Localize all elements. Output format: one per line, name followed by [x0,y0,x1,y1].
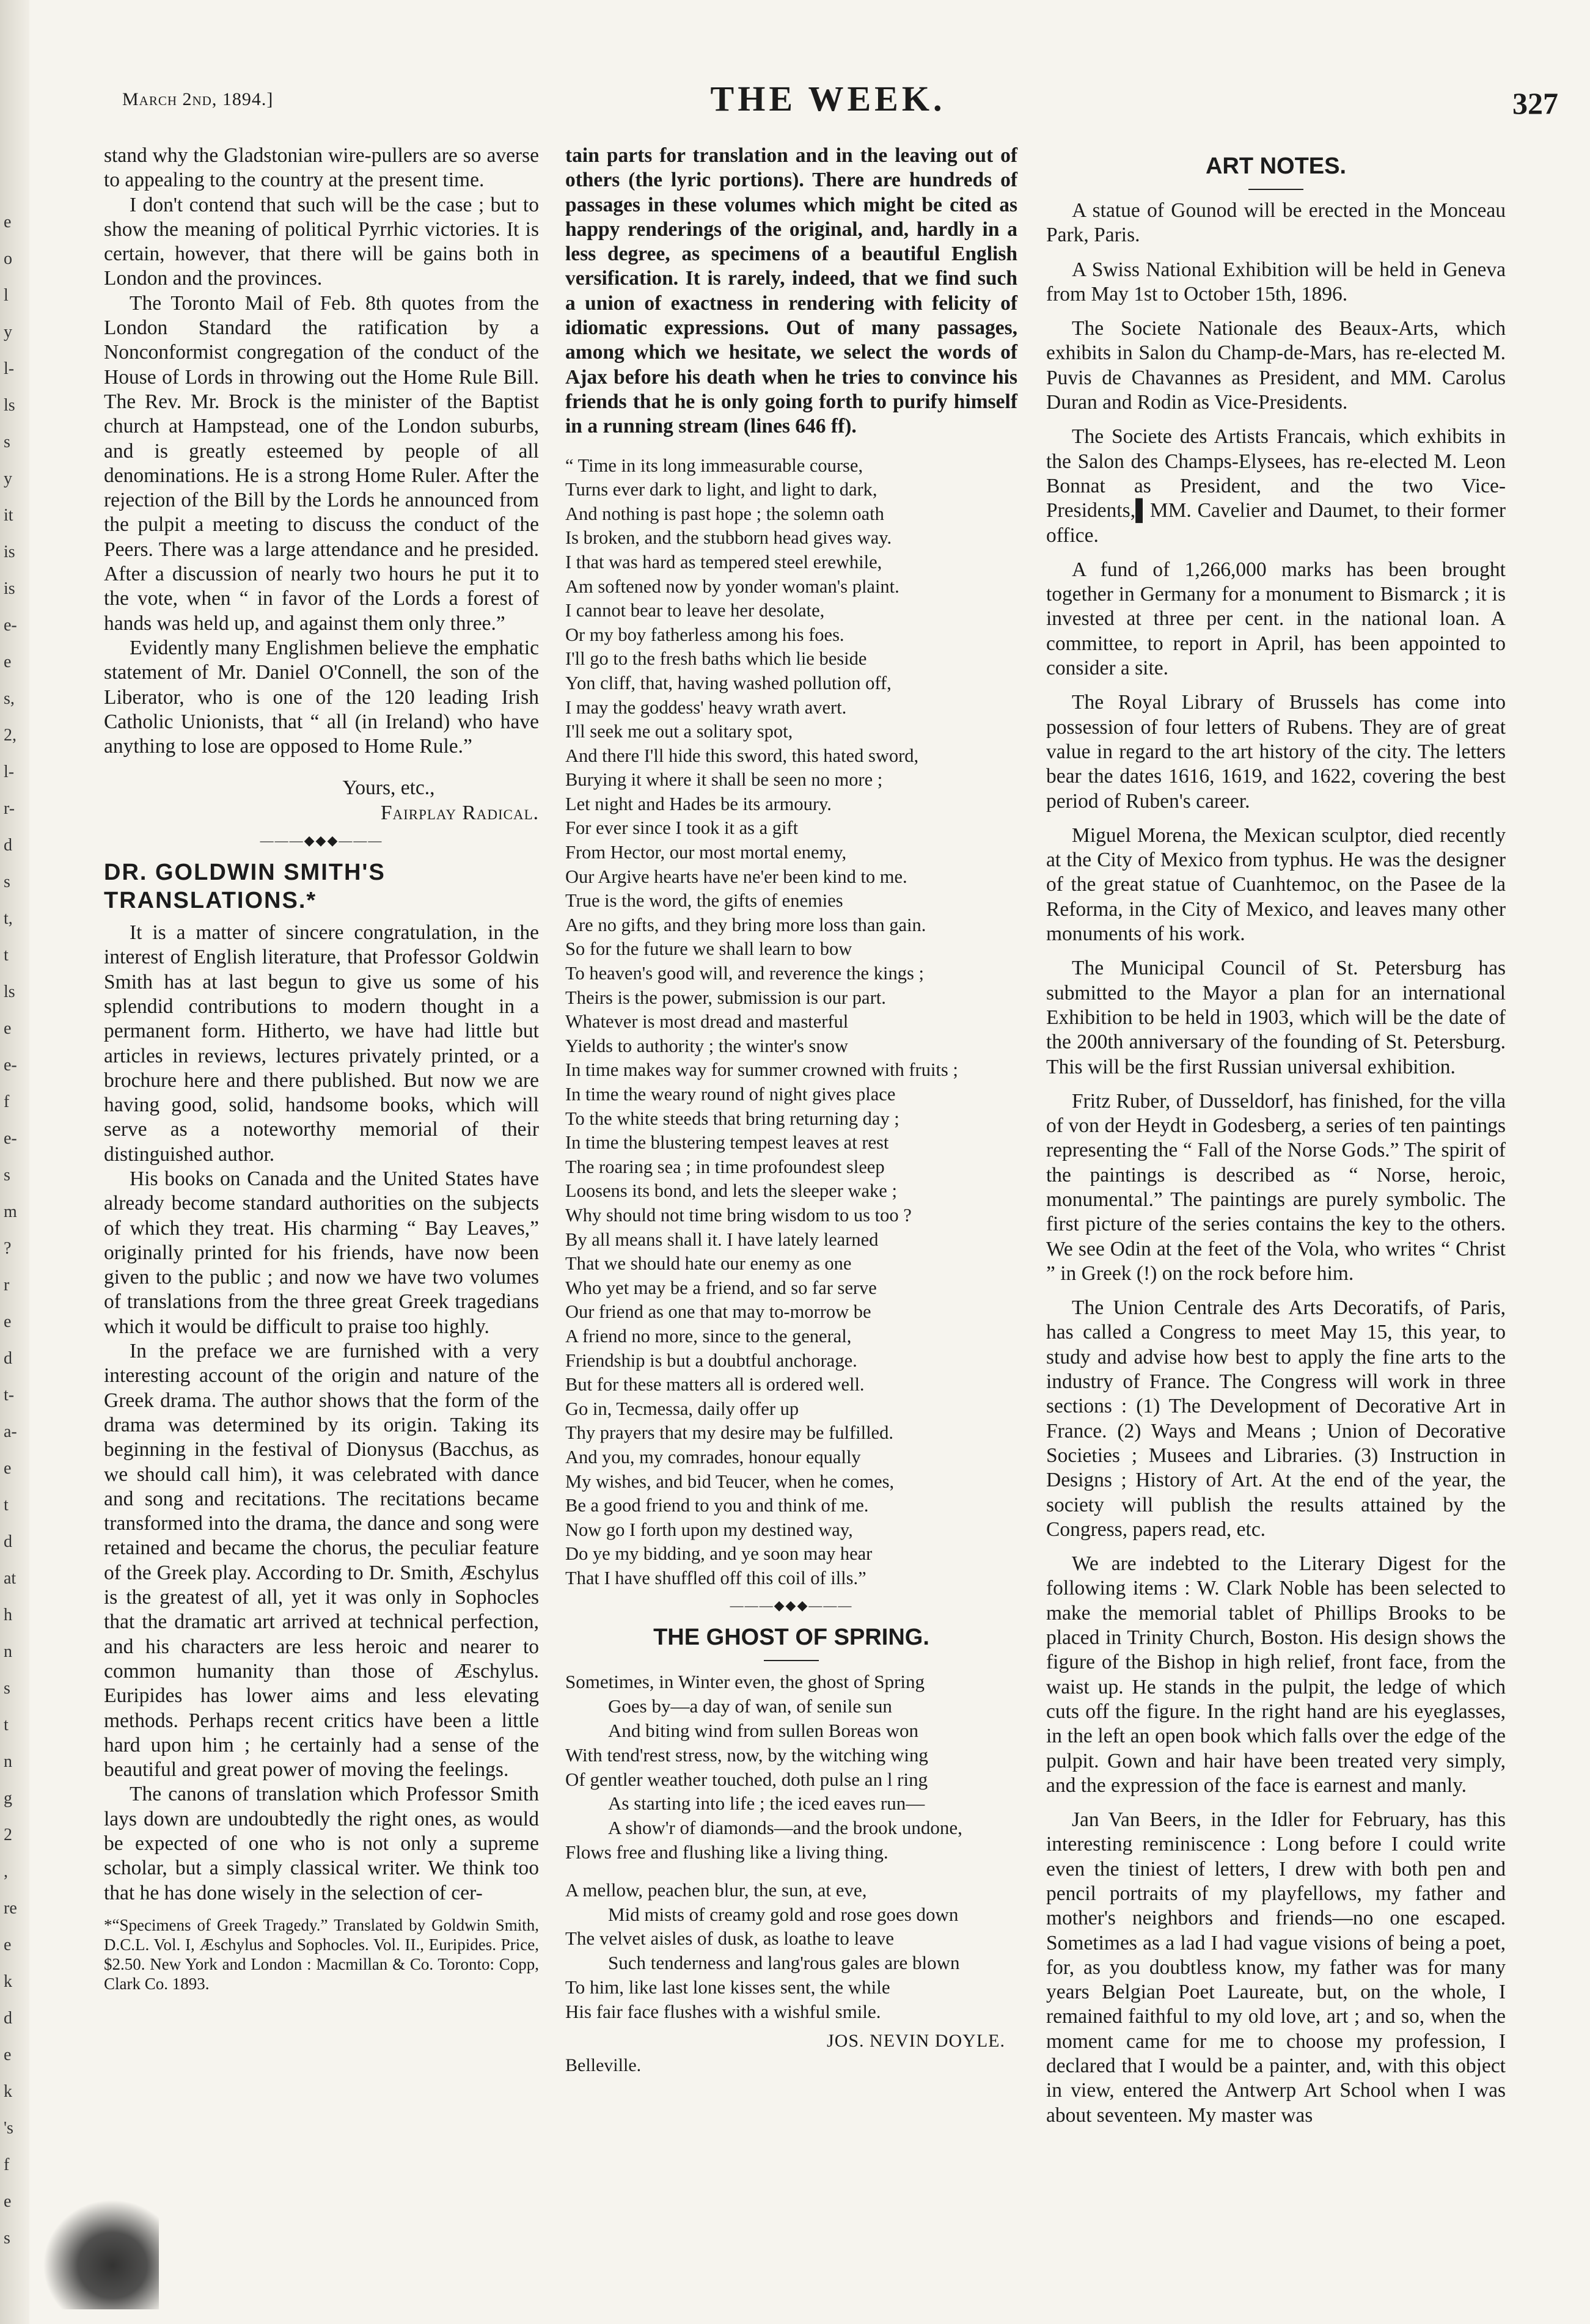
gutter-fragment: e- [4,1129,17,1148]
binding-gutter [0,0,29,2324]
art-note: The Societe Nationale des Beaux-Arts, which exhibits in Salon du Champ-de-Mars, has re-elected M. Puvis de Chavannes as President, and MM. Carolus Duran and Rodin as Vice-Presidents. [1046,317,1506,414]
poem-line: His fair face flushes with a wishful smile. [565,2000,881,2022]
gutter-fragment: s [4,2229,10,2248]
ornament-divider: ———◆◆◆——— [730,1598,853,1613]
gutter-fragment: t- [4,1386,15,1405]
stanza-break [565,1865,1017,1878]
poem-line: And you, my comrades, honour equally [565,1446,861,1467]
poem-line: Loosens its bond, and lets the sleeper wake ; [565,1180,897,1202]
poem-line: The roaring sea ; in time profoundest sleep [565,1156,885,1177]
poem-line: With tend'rest stress, now, by the witching wing [565,1744,928,1766]
poem-line: By all means shall it. I have lately learned [565,1229,879,1250]
art-note: The Societe des Artists Francais, which exhibits in the Salon des Champs-Elysees, has re-elected M. Leon Bonnat as President, and the two Vice-Presidents,▌MM. Cavelier and Daumet, to their former office. [1046,425,1506,547]
poem-line: A show'r of diamonds—and the brook undone, [608,1817,962,1839]
gutter-fragment: s [4,433,10,451]
ink-blot [43,2199,159,2309]
article-paragraph: His books on Canada and the United States have already become standard authorities on the subjects of which they treat. His charming “ Bay Leaves,” originally printed for his friends, have now been given to the public ; and now we have two volumes of translations from the three great Greek tragedians which it would be difficult to praise too highly. [104,1167,539,1338]
article-paragraph: In the preface we are furnished with a very interesting account of the origin and nature of the Greek drama. The author shows that the form of the drama was determined by its origin. Taking its beginning in the festival of Dionysus (Bacchus, as we should call him), it was celebrated with dance and song and recitations. The recitations became transformed into the drama, the dance and song were retained and became the chorus, the peculiar feature of the Greek play. According to Dr. Smith, Æschylus is the greatest of all, yet it was only in Sophocles that the dramatic art arrived at technical perfection, and his characters are less heroic and nearer to common humanity than those of Æschylus. Euripides has lower aims and less elevating methods. Perhaps recent critics have been a little hard upon him ; he certainly had a sense of the beautiful and great power of moving the feelings. [104,1340,539,1781]
gutter-fragment: ls [4,396,15,415]
gutter-fragment: l- [4,762,15,781]
letter-signoff [104,776,539,825]
page-header [98,78,1558,133]
art-note: Fritz Ruber, of Dusseldorf, has finished, for the villa of von der Heydt in Godesberg, a series of ten paintings representing the “ Fall of the Norse Gods.” The spirit of the paintings is described as “ Norse, heroic, monumental.” The paintings are purely symbolic. The first picture of the series contains the key to the others. We see Odin at the feet of the Vola, who writes “ Christ ” in Greek (!) on the rock before him. [1046,1089,1506,1285]
poem-line: Turns ever dark to light, and light to dark, [565,479,877,500]
poem-line: Who yet may be a friend, and so far serve [565,1277,877,1298]
gutter-fragment: d [4,1532,12,1551]
poem-line: Do ye my bidding, and ye soon may hear [565,1543,873,1565]
poem-line: True is the word, the gifts of enemies [565,890,843,912]
column-1 [104,144,539,1993]
section-title: ART NOTES. [1205,153,1347,179]
journal-title: THE WEEK. [710,79,946,119]
poem-line: Friendship is but a doubtful anchorage. [565,1350,857,1371]
poem-line: I'll go to the fresh baths which lie beside [565,648,867,670]
gutter-fragment: e [4,1019,12,1038]
gutter-fragment: at [4,1569,16,1588]
issue-date: March 2nd, 1894.] [122,89,274,109]
gutter-fragment: d [4,836,12,855]
letter-paragraph: I don't contend that such will be the case ; but to show the meaning of political Pyrrhic victories. It is certain, however, that there will be gains both in London and the provinces. [104,193,539,290]
article-paragraph: The canons of translation which Professor Smith lays down are undoubtedly the right ones, as would be expected of one who is not only a supreme scholar, but a simply classical writer. We think too that he has done wisely in the selection of cer- [104,1783,539,1904]
poem-line: Goes by—a day of wan, of senile sun [608,1695,892,1717]
poem-line: But for these matters all is ordered well. [565,1374,865,1395]
poem-line: Why should not time bring wisdom to us too ? [565,1204,912,1226]
art-note: The Union Centrale des Arts Decoratifs, of Paris, has called a Congress to meet May 15, this year, to study and advise how best to apply the fine arts to the industry of France. The Congress will work in three sections : (1) The Development of Decorative Art in France. (2) Ways and Means ; Union of Decorative Societies ; Musees and Libraries. (3) Instruction in Designs ; History of Art. At the end of the year, the society will publish the results attained by the Congress, papers read, etc. [1046,1296,1506,1541]
poem-line: Such tenderness and lang'rous gales are blown [608,1952,960,1974]
poem-line: Burying it where it shall be seen no more ; [565,769,883,791]
gutter-fragment: t [4,1496,9,1515]
poem-line: That I have shuffled off this coil of ills.” [565,1567,866,1588]
poem-line: Yon cliff, that, having washed pollution off, [565,672,892,693]
gutter-fragment: e [4,2045,12,2064]
gutter-fragment: r [4,1276,10,1295]
poem-line: Go in, Tecmessa, daily offer up [565,1398,799,1419]
gutter-fragment: ? [4,1239,12,1258]
poem-line: To heaven's good will, and reverence the kings ; [565,963,924,984]
poem-line: To him, like last lone kisses sent, the while [565,1976,890,1998]
gutter-fragment: s [4,1166,10,1185]
poem-line: Theirs is the power, submission is our part. [565,987,886,1008]
poem-line: From Hector, our most mortal enemy, [565,842,847,863]
gutter-fragment: e [4,1935,12,1954]
gutter-fragment: d [4,2009,12,2028]
article-continuation: tain parts for translation and in the leaving out of others (the lyric portions). There are hundreds of passages in these volumes which might be cited as happy renderings of the original, and, hardly in a less degree, as specimens of a beautiful English versification. It is rarely, indeed, that we find such a union of exactness in rendering with felicity of idiomatic expressions. Out of many passages, among which we hesitate, we select the words of Ajax before his death when he tries to convince his friends that he is only going forth to purify himself in a running stream (lines 646 ff). [565,144,1017,438]
poem-line: In time the blustering tempest leaves at rest [565,1132,889,1153]
art-note: Jan Van Beers, in the Idler for February, has this interesting reminiscence : Long before I could write even the tiniest of letters, I drew with both pen and pencil portraits of my playfellows, my father and mother's neighbors and friends—no one escaped. Sometimes as a lad I had vague visions of being a poet, for, as you doubtless know, my father was for many years Belgian Poet Laureate, but, on the whole, I remained faithful to my old love, art ; and so, when the moment came for me to choose my profession, I declared that I would be a painter, and, with this object in view, entered the Antwerp Art School when I was about seventeen. My master was [1046,1808,1506,2127]
poem-line: Am softened now by yonder woman's plaint. [565,576,899,597]
art-note: We are indebted to the Literary Digest for the following items : W. Clark Noble has been selected to make the memorial tablet of Phillips Brooks to be placed in Trinity Church, Boston. His design shows the figure of the Bishop in high relief, front face, from the waist up. He stands in the pulpit, the ledge of which cuts off the figure. In the right hand are his eyeglasses, in the left an open book which falls over the edge of the pulpit. Gown and hair have been treated very simply, and the expression of the face is earnest and manly. [1046,1552,1506,1797]
gutter-fragment: t [4,946,9,965]
poem-line: For ever since I took it as a gift [565,817,799,839]
footnote-text: *“Specimens of Greek Tragedy.” Translated by Goldwin Smith, D.C.L. Vol. I, Æschylus and Sophocles. Vol. II., Euripides. Price, $2.50. New York and London : Macmillan & Co. Toronto: Copp, Clark Co. 1893. [104,1915,539,1993]
poem-line: And nothing is past hope ; the solemn oath [565,503,884,524]
gutter-fragment: l- [4,359,15,378]
poem-line: I that was hard as tempered steel erewhile, [565,551,882,572]
gutter-fragment: s, [4,689,15,708]
poem-line: Of gentler weather touched, doth pulse an l ring [565,1768,928,1790]
poem-line: The velvet aisles of dusk, as loathe to leave [565,1928,895,1949]
gutter-fragment: y [4,469,12,488]
short-rule [764,1660,819,1661]
gutter-fragment: e [4,2192,12,2211]
gutter-fragment: s [4,872,10,891]
gutter-fragment: n [4,1752,12,1771]
poem-line: I'll seek me out a solitary spot, [565,721,793,742]
ornament-divider: ———◆◆◆——— [260,833,383,849]
poem-line: To the white steeds that bring returning day ; [565,1108,899,1129]
footnote [104,1915,539,1993]
poem-line: Whatever is most dread and masterful [565,1011,849,1032]
closing: Yours, etc., [342,776,435,800]
gutter-fragment: k [4,2082,12,2101]
gutter-fragment: m [4,1202,17,1221]
poem-line: “ Time in its long immeasurable course, [565,455,863,476]
gutter-fragment: e- [4,1056,17,1075]
poem-line: A friend no more, since to the general, [565,1325,852,1347]
poem-author: JOS. NEVIN DOYLE. [827,2030,1005,2051]
poem-line: Now go I forth upon my destined way, [565,1519,853,1540]
gutter-fragment: e- [4,616,17,635]
signature: Fairplay Radical. [380,801,539,824]
gutter-fragment: n [4,1642,12,1661]
gutter-fragment: a- [4,1422,17,1441]
page-number: 327 [1512,86,1558,120]
gutter-fragment: 's [4,2119,13,2138]
poem-line: Are no gifts, and they bring more loss than gain. [565,914,926,935]
poem-line: Yields to authority ; the winter's snow [565,1035,848,1056]
ajax-quotation [565,454,1017,1591]
poem-line: Be a good friend to you and think of me. [565,1495,869,1516]
gutter-fragment: y [4,323,12,342]
article-paragraph: It is a matter of sincere congratulation, in the interest of English literature, that Professor Goldwin Smith has at last begun to give us some of his splendid contributions to modern thought in a permanent form. Hitherto, we have had little but articles in reviews, lectures privately printed, or a brochure here and there published. But now we are having good, solid, handsome books, which will serve as a noteworthy memorial of their distinguished author. [104,921,539,1166]
poem-place: Belleville. [565,2055,642,2075]
poem-line: And there I'll hide this sword, this hated sword, [565,745,919,766]
poem-line: As starting into life ; the iced eaves run— [608,1792,925,1814]
gutter-fragment: ls [4,982,15,1001]
poem-line: My wishes, and bid Teucer, when he comes, [565,1471,895,1492]
gutter-fragment: s [4,1679,10,1698]
poem-line: In time makes way for summer crowned with fruits ; [565,1059,958,1081]
poem-line: A mellow, peachen blur, the sun, at eve, [565,1879,867,1901]
poem-line: Sometimes, in Winter even, the ghost of Spring [565,1671,925,1693]
poem-line: That we should hate our enemy as one [565,1253,852,1274]
art-note: A statue of Gounod will be erected in the Monceau Park, Paris. [1046,199,1506,247]
gutter-fragment: 2 [4,1825,12,1844]
art-note: The Municipal Council of St. Petersburg has submitted to the Mayor a plan for an international Exhibition to be held in 1903, which will be the date of the 200th anniversary of the founding of St. Petersburg. This will be the first Russian universal exhibition. [1046,957,1506,1078]
poem-line: So for the future we shall learn to bow [565,938,852,960]
gutter-fragment: k [4,1972,12,1991]
poem-line: Is broken, and the stubborn head gives way. [565,527,892,549]
gutter-fragment: e [4,652,12,671]
letter-paragraph: The Toronto Mail of Feb. 8th quotes from the London Standard the ratification by a Nonconformist congregation of the conduct of the House of Lords in throwing out the Home Rule Bill. The Rev. Mr. Brock is the minister of the Baptist church at Hampstead, one of the London suburbs, and is greatly esteemed by people of all denominations. He is a strong Home Ruler. After the rejection of the Bill by the Lords he announced from the pulpit a meeting to discuss the conduct of the Peers. There was a large attendance and he presided. After a discussion of nearly two hours he put it to the vote, when “ in favor of the Lords a forest of hands was held up, and against them only three.” [104,291,539,635]
gutter-fragment: is [4,579,15,598]
poem-line: Mid mists of creamy gold and rose goes down [608,1903,959,1925]
gutter-fragment: d [4,1349,12,1368]
poem-line: I cannot bear to leave her desolate, [565,600,825,621]
gutter-fragment: is [4,543,15,561]
gutter-fragment: t [4,1716,9,1734]
gutter-fragment: re [4,1899,17,1918]
gutter-fragment: e [4,1312,12,1331]
letter-paragraph: stand why the Gladstonian wire-pullers are so averse to appealing to the country at the present time. [104,144,539,192]
gutter-fragment: o [4,249,12,268]
gutter-fragment: t, [4,909,13,928]
short-rule [1248,189,1303,190]
poem-title: THE GHOST OF SPRING. [653,1624,929,1651]
gutter-fragment: h [4,1606,12,1624]
gutter-fragment: 2, [4,726,16,745]
gutter-fragment: f [4,2155,10,2174]
poem-line: Flows free and flushing like a living thing. [565,1841,888,1863]
poem-line: Our Argive hearts have ne'er been kind to me. [565,866,907,887]
ghost-of-spring-poem [565,1670,1017,2023]
poem-line: Or my boy fatherless among his foes. [565,624,844,645]
art-note: A fund of 1,266,000 marks has been brought together in Germany for a monument to Bismarck ; it is invested at three per cent. in the national loan. A committee, to report in April, has been appointed to consider a site. [1046,558,1506,680]
art-note: The Royal Library of Brussels has come into possession of four letters of Rubens. They are of great value in regard to the art history of the city. The letters bear the dates 1616, 1619, and 1622, covering the best period of Ruben's career. [1046,691,1506,813]
gutter-fragment: l [4,286,9,305]
poem-line: And biting wind from sullen Boreas won [608,1720,919,1742]
gutter-fragment: e [4,1459,12,1478]
column-2 [565,144,1017,2078]
poem-line: Thy prayers that my desire may be fulfilled. [565,1422,893,1444]
article-title: DR. GOLDWIN SMITH'S TRANSLATIONS.* [104,860,386,914]
gutter-fragment: e [4,213,12,232]
gutter-fragment: , [4,1862,8,1881]
poem-line: I may the goddess' heavy wrath avert. [565,696,847,718]
gutter-fragment: it [4,506,13,525]
letter-paragraph: Evidently many Englishmen believe the emphatic statement of Mr. Daniel O'Connell, the son of the Liberator, who is one of the 120 leading Irish Catholic Unionists, that “ all (in Ireland) who have anything to lose are opposed to Home Rule.” [104,636,539,758]
poem-line: Let night and Hades be its armoury. [565,793,832,814]
poem-line: Our friend as one that may to-morrow be [565,1301,871,1323]
gutter-fragment: r- [4,799,15,818]
poem-line: In time the weary round of night gives place [565,1084,896,1105]
art-note: Miguel Morena, the Mexican sculptor, died recently at the City of Mexico from typhus. He was the designer of the great statue of Cuanhtemoc, on the Pasee de la Reforma, in the City of Mexico, and leaves many other monuments of his work. [1046,824,1506,946]
gutter-fragment: f [4,1092,10,1111]
gutter-fragment: g [4,1789,12,1808]
column-3 [1046,144,1506,2128]
art-note: A Swiss National Exhibition will be held in Geneva from May 1st to October 15th, 1896. [1046,258,1506,305]
